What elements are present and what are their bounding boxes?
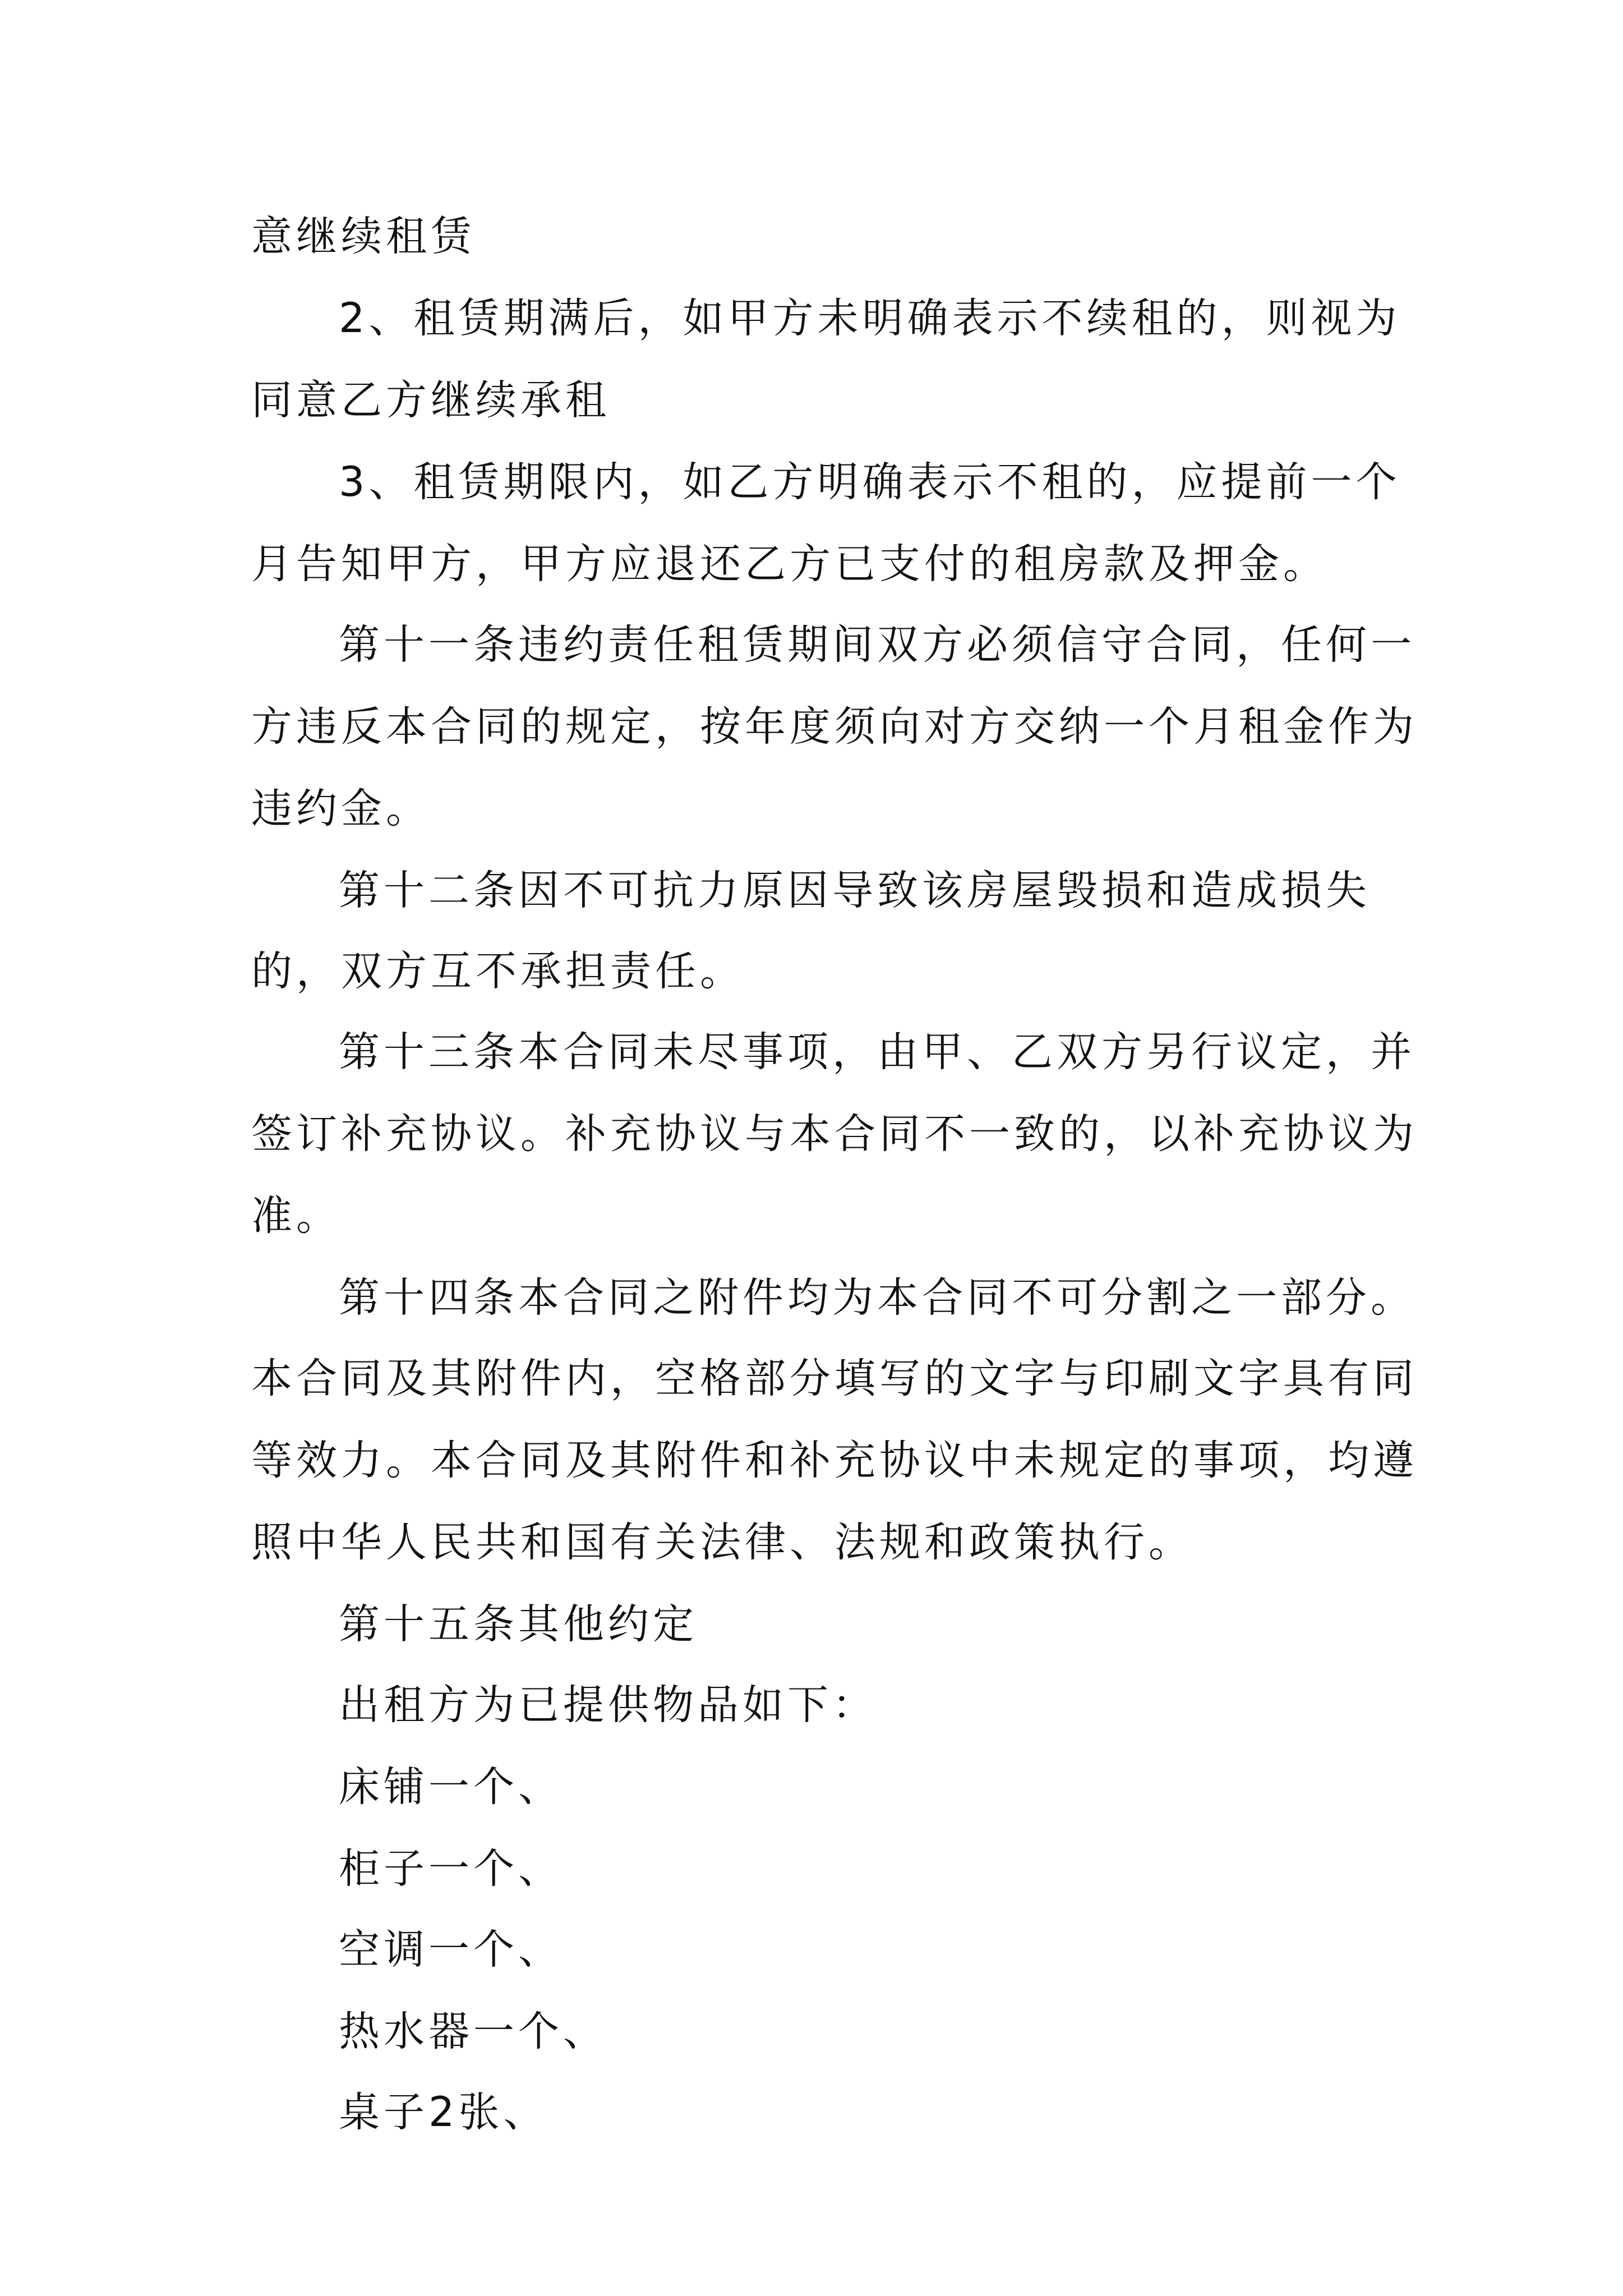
text-line: 的，双方互不承担责任。 xyxy=(251,947,745,995)
text-line: 违约金。 xyxy=(251,785,431,832)
text-line: 床铺一个、 xyxy=(339,1763,563,1811)
text-line: 准。 xyxy=(251,1192,341,1240)
text-line: 2、租赁期满后，如甲方未明确表示不续租的，则视为 xyxy=(339,295,1401,342)
text-line: 方违反本合同的规定，按年度须向对方交纳一个月租金作为 xyxy=(251,703,1418,751)
text-line: 等效力。本合同及其附件和补充协议中未规定的事项，均遵 xyxy=(251,1437,1418,1484)
text-line: 照中华人民共和国有关法律、法规和政策执行。 xyxy=(251,1519,1193,1566)
text-line: 月告知甲方，甲方应退还乙方已支付的租房款及押金。 xyxy=(251,540,1328,588)
text-line: 本合同及其附件内，空格部分填写的文字与印刷文字具有同 xyxy=(251,1355,1418,1402)
text-line: 热水器一个、 xyxy=(339,2008,608,2055)
text-line: 签订补充协议。补充协议与本合同不一致的，以补充协议为 xyxy=(251,1110,1418,1158)
text-line: 3、租赁期限内，如乙方明确表示不租的，应提前一个 xyxy=(339,458,1401,506)
text-line: 第十一条违约责任租赁期间双方必须信守合同，任何一 xyxy=(339,621,1415,669)
text-line: 意继续租赁 xyxy=(251,213,476,260)
text-line: 空调一个、 xyxy=(339,1926,563,1973)
text-line: 第十四条本合同之附件均为本合同不可分割之一部分。 xyxy=(339,1274,1415,1322)
text-line: 第十五条其他约定 xyxy=(339,1600,698,1648)
text-line: 第十二条因不可抗力原因导致该房屋毁损和造成损失 xyxy=(339,867,1371,914)
text-line: 柜子一个、 xyxy=(339,1845,563,1893)
text-line: 出租方为已提供物品如下： xyxy=(339,1681,877,1729)
text-line: 桌子2张、 xyxy=(339,2088,548,2136)
text-line: 第十三条本合同未尽事项，由甲、乙双方另行议定，并 xyxy=(339,1028,1415,1076)
text-line: 同意乙方继续承租 xyxy=(251,376,610,424)
